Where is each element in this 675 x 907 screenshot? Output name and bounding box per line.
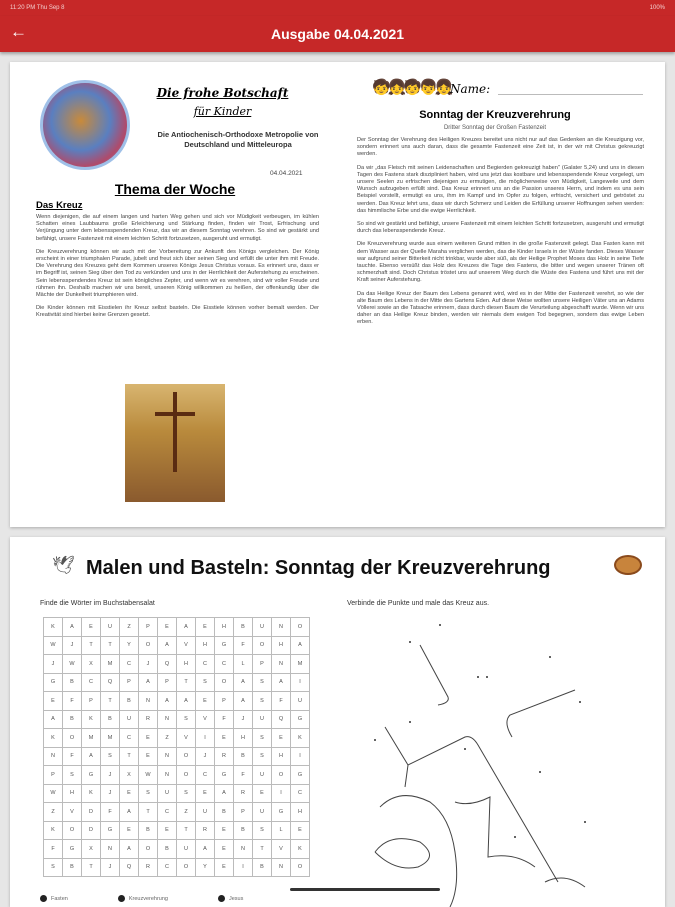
grid-cell: M bbox=[82, 729, 101, 748]
grid-cell: O bbox=[253, 636, 272, 655]
grid-cell: G bbox=[101, 821, 120, 840]
grid-cell: B bbox=[120, 692, 139, 711]
grid-cell: O bbox=[63, 729, 82, 748]
grid-cell: O bbox=[291, 618, 310, 637]
grid-cell: K bbox=[44, 729, 63, 748]
grid-cell: P bbox=[215, 692, 234, 711]
grid-cell: D bbox=[82, 803, 101, 822]
grid-cell: B bbox=[101, 710, 120, 729]
grid-cell: F bbox=[44, 840, 63, 859]
grid-cell: E bbox=[291, 821, 310, 840]
grid-cell: J bbox=[196, 747, 215, 766]
connect-dots-label: Verbinde die Punkte und male das Kreuz aus. bbox=[347, 600, 490, 607]
grid-cell: U bbox=[253, 618, 272, 637]
grid-cell: N bbox=[272, 858, 291, 877]
grid-row bbox=[44, 821, 310, 840]
grid-cell: N bbox=[44, 747, 63, 766]
grid-cell: D bbox=[82, 821, 101, 840]
grid-cell: U bbox=[158, 784, 177, 803]
grid-cell: V bbox=[63, 803, 82, 822]
article-title: Das Kreuz bbox=[36, 200, 83, 211]
cross-icon-painting bbox=[125, 384, 225, 502]
grid-cell: U bbox=[177, 840, 196, 859]
church-logo-image bbox=[40, 80, 130, 170]
grid-cell: U bbox=[253, 766, 272, 785]
grid-cell: E bbox=[196, 692, 215, 711]
grid-cell: B bbox=[234, 747, 253, 766]
grid-cell: B bbox=[215, 803, 234, 822]
grid-row bbox=[44, 673, 310, 692]
document-page-1 bbox=[10, 62, 665, 527]
grid-cell: C bbox=[196, 655, 215, 674]
word-text: Jesus bbox=[228, 895, 244, 902]
grid-cell: H bbox=[196, 636, 215, 655]
word-item bbox=[40, 895, 68, 902]
paragraph: Wenn diejenigen, die auf einem langen und harten Weg gehen und sich vor Müdigkeit verbeugen, im kühlen Schatten eines Laubbaums große Erleichterung und Stärkung finden, finden wir Trost, Erfrischung und Verjüngung unter dem lebensspendenden Kreuz, das wir an diesem Sonntag verehren. So sind wir gestärkt und befähigt, unsere Fastenzeit mit einem leichten Schritt fortzusetzen, ausgeruht und ermutigt. bbox=[36, 214, 319, 242]
grid-cell: T bbox=[139, 803, 158, 822]
grid-cell: Z bbox=[177, 803, 196, 822]
grid-cell: R bbox=[139, 858, 158, 877]
grid-cell: E bbox=[82, 618, 101, 637]
paragraph: Die Kinder können mit Eisstielen ihr Kreuz selbst basteln. Die Eisstiele können vorher bemalt werden. Der Kreativität sind hierbei keine Grenzen gesetzt. bbox=[36, 305, 319, 319]
status-battery: 100% bbox=[649, 5, 665, 11]
word-text: Fasten bbox=[51, 895, 68, 902]
grid-cell: F bbox=[272, 692, 291, 711]
grid-cell: I bbox=[196, 729, 215, 748]
grid-cell: W bbox=[139, 766, 158, 785]
status-time-text: 11:20 PM bbox=[10, 5, 36, 11]
back-arrow-icon[interactable]: ← bbox=[10, 22, 27, 41]
document-page-2 bbox=[10, 537, 665, 907]
grid-cell: A bbox=[44, 710, 63, 729]
grid-cell: L bbox=[234, 655, 253, 674]
grid-cell: E bbox=[215, 858, 234, 877]
grid-cell: E bbox=[196, 618, 215, 637]
grid-cell: S bbox=[253, 673, 272, 692]
grid-cell: A bbox=[215, 784, 234, 803]
grid-cell: B bbox=[234, 821, 253, 840]
grid-cell: I bbox=[291, 673, 310, 692]
grid-row bbox=[44, 710, 310, 729]
grid-cell: S bbox=[63, 766, 82, 785]
grid-cell: F bbox=[63, 692, 82, 711]
grid-row bbox=[44, 766, 310, 785]
grid-cell: Q bbox=[120, 858, 139, 877]
grid-cell: J bbox=[63, 636, 82, 655]
grid-cell: A bbox=[177, 618, 196, 637]
grid-cell: P bbox=[234, 803, 253, 822]
grid-cell: E bbox=[44, 692, 63, 711]
grid-cell: H bbox=[272, 747, 291, 766]
grid-cell: M bbox=[101, 729, 120, 748]
grid-cell: U bbox=[291, 692, 310, 711]
grid-cell: H bbox=[234, 729, 253, 748]
children-clipart-icon: 🧒👧🧒👦👧 bbox=[372, 79, 451, 96]
grid-cell: P bbox=[44, 766, 63, 785]
grid-cell: J bbox=[101, 766, 120, 785]
connect-dots-drawing bbox=[340, 617, 660, 907]
grid-cell: V bbox=[177, 636, 196, 655]
grid-cell: E bbox=[139, 729, 158, 748]
grid-cell: P bbox=[139, 618, 158, 637]
article-left bbox=[36, 214, 319, 326]
grid-cell: O bbox=[139, 840, 158, 859]
grid-cell: S bbox=[253, 821, 272, 840]
grid-cell: C bbox=[291, 784, 310, 803]
grid-row bbox=[44, 747, 310, 766]
right-subtitle: Dritter Sonntag der Großen Fastenzeit bbox=[443, 125, 547, 131]
grid-cell: O bbox=[63, 821, 82, 840]
grid-cell: F bbox=[63, 747, 82, 766]
grid-cell: E bbox=[196, 784, 215, 803]
grid-cell: C bbox=[215, 655, 234, 674]
paragraph: Da das Heilige Kreuz der Baum des Lebens genannt wird, wird es in der Mitte der Fastenzeit verehrt, so wie der alte Baum des Lebens in der Mitte des Gartens Eden. Auf diese Weise wollten unsere Heiligen Väter uns an Adams Völlerei sowie an die Tatsache erinnern, dass durch diesen Baum die Verurteilung abgeschafft wurde. Wenn wir uns daher an das Heilige Kreuz binden, werden wir niemals dem ewigen Tod begegnen, sondern das ewige Leben erben. bbox=[357, 290, 644, 326]
grid-cell: N bbox=[101, 840, 120, 859]
activity-title: Malen und Basteln: Sonntag der Kreuzverehrung bbox=[86, 557, 551, 579]
grid-cell: S bbox=[196, 673, 215, 692]
grid-cell: K bbox=[44, 821, 63, 840]
name-label: Name: bbox=[450, 82, 491, 96]
grid-cell: L bbox=[272, 821, 291, 840]
grid-cell: J bbox=[234, 710, 253, 729]
word-item bbox=[218, 895, 243, 902]
issue-date: 04.04.2021 bbox=[270, 170, 303, 177]
home-indicator[interactable] bbox=[290, 888, 440, 891]
organization-name: Die Antiochenisch-Orthodoxe Metropolie von Deutschland und Mitteleuropa bbox=[157, 130, 319, 149]
status-time bbox=[10, 5, 65, 11]
grid-cell: Z bbox=[158, 729, 177, 748]
grid-cell: H bbox=[272, 636, 291, 655]
grid-cell: E bbox=[253, 784, 272, 803]
grid-cell: G bbox=[272, 803, 291, 822]
grid-row bbox=[44, 692, 310, 711]
grid-cell: A bbox=[120, 840, 139, 859]
word-item bbox=[118, 895, 168, 902]
grid-cell: Q bbox=[101, 673, 120, 692]
grid-cell: F bbox=[101, 803, 120, 822]
grid-cell: W bbox=[44, 636, 63, 655]
grid-cell: T bbox=[82, 636, 101, 655]
grid-cell: O bbox=[291, 858, 310, 877]
grid-cell: U bbox=[253, 803, 272, 822]
grid-cell: J bbox=[139, 655, 158, 674]
grid-cell: N bbox=[158, 766, 177, 785]
grid-cell: A bbox=[63, 618, 82, 637]
grid-row bbox=[44, 618, 310, 637]
grid-cell: F bbox=[234, 636, 253, 655]
grid-cell: S bbox=[177, 784, 196, 803]
grid-cell: G bbox=[44, 673, 63, 692]
grid-cell: A bbox=[291, 636, 310, 655]
wordsearch-label: Finde die Wörter im Buchstabensalat bbox=[40, 600, 155, 607]
grid-cell: A bbox=[234, 692, 253, 711]
grid-cell: E bbox=[215, 821, 234, 840]
grid-cell: P bbox=[82, 692, 101, 711]
article-right bbox=[357, 137, 644, 333]
grid-cell: G bbox=[215, 636, 234, 655]
grid-cell: E bbox=[139, 747, 158, 766]
grid-cell: A bbox=[82, 747, 101, 766]
grid-cell: C bbox=[158, 803, 177, 822]
newsletter-subtitle: für Kinder bbox=[193, 105, 252, 118]
grid-cell: S bbox=[44, 858, 63, 877]
paragraph: Die Kreuzverehrung können wir auch mit der Vorbereitung zur Ankunft des Königs vergleichen. Der König erscheint in einer triumphalen Parade, jubelt und freut sich über seinen Sieg und erfüllt die unter ihm mit Freude. Die Verehrung des Kreuzes geht dem Kommen unseres Königs Jesus Christus voraus. Es erinnert uns, dass er im Begriff ist, seinen Sieg über den Tod zu verkünden und uns in der Herrlichkeit der Auferstehung zu erscheinen. Sein lebensspendendes Kreuz ist sein königliches Zepter, und wenn wir es verehren, sind wir voller Freude und rühmen ihn. Deshalb machen wir uns bereit, unseren König willkommen zu heißen, der offenkundig über die Mächte der Dunkelheit triumphieren wird. bbox=[36, 248, 319, 299]
grid-cell: P bbox=[120, 673, 139, 692]
grid-cell: S bbox=[253, 729, 272, 748]
grid-cell: T bbox=[82, 858, 101, 877]
grid-cell: R bbox=[215, 747, 234, 766]
paragraph: So sind wir gestärkt und befähigt, unsere Fastenzeit mit einem leichten Schritt fortzusetzen, ausgeruht und ermutigt durch das lebensspendende Kreuz. bbox=[357, 221, 644, 235]
grid-cell: P bbox=[158, 673, 177, 692]
grid-cell: I bbox=[234, 858, 253, 877]
right-title: Sonntag der Kreuzverehrung bbox=[419, 109, 571, 121]
grid-cell: E bbox=[120, 821, 139, 840]
grid-cell: A bbox=[158, 692, 177, 711]
grid-row bbox=[44, 784, 310, 803]
section-heading: Thema der Woche bbox=[114, 181, 236, 197]
grid-cell: Q bbox=[158, 655, 177, 674]
grid-cell: N bbox=[158, 710, 177, 729]
grid-cell: A bbox=[158, 636, 177, 655]
word-text: Kreuzverehrung bbox=[128, 895, 168, 902]
bird-clipart-icon: 🕊 bbox=[52, 555, 75, 575]
grid-cell: S bbox=[253, 747, 272, 766]
grid-cell: I bbox=[291, 747, 310, 766]
paragraph: Da wir „das Fleisch mit seinen Leidenschaften und Begierden gekreuzigt haben" (Galater 5,24) und uns in diesen Tagen des Fastens stark diszipliniert haben, wird uns jetzt das kostbare und lebensspendende Kreuz vorgelegt, um unsere Seelen zu erfrischen diejenigen zu ermutigen, die möglicherweise von Müdigkeit, Langeweile und dem Wunsch aufzugeben erfüllt sind. Das Kreuz erinnert uns an die Passion unseres Herrn, und indem es uns sein Beispiel vorstellt, ermutigt es uns, ihm im Kampf und im Opfer zu folgen, erfrischt, versichert und getröstet zu werden. Das Kreuz lehrt uns, dass wir durch Schmerz und Leiden die Erfüllung unserer Hoffnungen sehen werden: das himmlische Erbe und die ewige Herrlichkeit. bbox=[357, 164, 644, 214]
grid-cell: N bbox=[272, 618, 291, 637]
grid-cell: X bbox=[82, 840, 101, 859]
grid-cell: B bbox=[158, 840, 177, 859]
grid-cell: G bbox=[291, 710, 310, 729]
grid-cell: S bbox=[101, 747, 120, 766]
name-line bbox=[498, 94, 643, 95]
grid-cell: U bbox=[196, 803, 215, 822]
grid-cell: T bbox=[177, 821, 196, 840]
wordsearch-grid bbox=[43, 617, 310, 877]
grid-row bbox=[44, 655, 310, 674]
grid-cell: V bbox=[272, 840, 291, 859]
grid-cell: K bbox=[82, 710, 101, 729]
grid-cell: E bbox=[120, 784, 139, 803]
grid-cell: R bbox=[234, 784, 253, 803]
grid-cell: J bbox=[44, 655, 63, 674]
grid-cell: B bbox=[139, 821, 158, 840]
grid-cell: B bbox=[234, 618, 253, 637]
grid-row bbox=[44, 840, 310, 859]
app-bar bbox=[0, 16, 675, 52]
status-bar bbox=[0, 0, 675, 16]
grid-cell: K bbox=[291, 729, 310, 748]
grid-cell: T bbox=[101, 692, 120, 711]
grid-cell: P bbox=[253, 655, 272, 674]
grid-cell: Y bbox=[120, 636, 139, 655]
grid-cell: X bbox=[120, 766, 139, 785]
grid-cell: S bbox=[177, 710, 196, 729]
grid-cell: Y bbox=[196, 858, 215, 877]
grid-cell: J bbox=[101, 784, 120, 803]
grid-cell: U bbox=[253, 710, 272, 729]
grid-cell: N bbox=[272, 655, 291, 674]
grid-cell: U bbox=[120, 710, 139, 729]
grid-cell: K bbox=[82, 784, 101, 803]
grid-cell: C bbox=[158, 858, 177, 877]
grid-cell: A bbox=[120, 803, 139, 822]
newsletter-title: Die frohe Botschaft bbox=[156, 86, 289, 100]
grid-cell: O bbox=[177, 747, 196, 766]
paragraph: Der Sonntag der Verehrung des Heiligen Kreuzes bereitet uns nicht nur auf das Gedenken an die Kreuzigung vor, sondern erinnert uns auch daran, dass die gesamte Fastenzeit eine Zeit ist, in der wir mit Christus gekreuzigt werden. bbox=[357, 137, 644, 158]
grid-row bbox=[44, 858, 310, 877]
grid-cell: A bbox=[272, 673, 291, 692]
grid-cell: B bbox=[63, 858, 82, 877]
grid-cell: A bbox=[139, 673, 158, 692]
grid-cell: G bbox=[82, 766, 101, 785]
grid-cell: O bbox=[177, 858, 196, 877]
grid-cell: B bbox=[63, 673, 82, 692]
grid-cell: C bbox=[196, 766, 215, 785]
grid-cell: E bbox=[158, 618, 177, 637]
grid-cell: R bbox=[139, 710, 158, 729]
grid-cell: A bbox=[234, 673, 253, 692]
grid-cell: A bbox=[177, 692, 196, 711]
grid-cell: B bbox=[253, 858, 272, 877]
grid-cell: T bbox=[120, 747, 139, 766]
grid-cell: E bbox=[215, 729, 234, 748]
grid-cell: U bbox=[101, 618, 120, 637]
grid-cell: H bbox=[291, 803, 310, 822]
grid-cell: T bbox=[177, 673, 196, 692]
grid-cell: H bbox=[215, 618, 234, 637]
grid-cell: O bbox=[139, 636, 158, 655]
grid-row bbox=[44, 803, 310, 822]
grid-cell: O bbox=[272, 766, 291, 785]
grid-cell: E bbox=[158, 821, 177, 840]
grid-cell: T bbox=[253, 840, 272, 859]
grid-cell: F bbox=[215, 710, 234, 729]
grid-cell: B bbox=[63, 710, 82, 729]
grid-cell: S bbox=[253, 692, 272, 711]
grid-cell: C bbox=[120, 655, 139, 674]
grid-cell: I bbox=[272, 784, 291, 803]
grid-cell: Q bbox=[272, 710, 291, 729]
grid-cell: N bbox=[158, 747, 177, 766]
grid-cell: O bbox=[215, 673, 234, 692]
grid-cell: X bbox=[82, 655, 101, 674]
grid-cell: G bbox=[215, 766, 234, 785]
grid-cell: E bbox=[215, 840, 234, 859]
grid-row bbox=[44, 729, 310, 748]
grid-cell: K bbox=[44, 618, 63, 637]
grid-cell: C bbox=[82, 673, 101, 692]
grid-cell: N bbox=[234, 840, 253, 859]
page-title: Ausgabe 04.04.2021 bbox=[270, 26, 405, 42]
grid-cell: Z bbox=[44, 803, 63, 822]
grid-cell: M bbox=[101, 655, 120, 674]
grid-cell: C bbox=[120, 729, 139, 748]
grid-cell: S bbox=[139, 784, 158, 803]
grid-cell: A bbox=[196, 840, 215, 859]
grid-cell: Z bbox=[120, 618, 139, 637]
status-date-text: Thu Sep 8 bbox=[36, 5, 65, 11]
grid-cell: R bbox=[196, 821, 215, 840]
paragraph: Die Kreuzverehrung wurde aus einem weiteren Grund mitten in die große Fastenzeit gelegt. Das Fasten kann mit dem Wasser aus der Quelle Maraha verglichen werden, das die Kinder Israels in der Wüste fanden. Dieses Wasser war aufgrund seiner Bitterkeit nicht trinkbar, wurde aber süß, als der Heilige Prophet Moses das Holz in seine Tiefe tauchte. Ebenso versüßt das Holz des Kreuzes die Tage des Fastens, die bitter und wegen unserer Tränen oft schmerzhaft sind. Doch Christus tröstet uns auf unserem Weg durch die Wüste des Fastens und führt uns mit der Kraft seiner Auferstehung. bbox=[357, 241, 644, 284]
grid-cell: F bbox=[234, 766, 253, 785]
grid-cell: N bbox=[139, 692, 158, 711]
grid-cell: V bbox=[196, 710, 215, 729]
grid-cell: T bbox=[101, 636, 120, 655]
grid-cell: J bbox=[101, 858, 120, 877]
grid-cell: G bbox=[63, 840, 82, 859]
grid-cell: K bbox=[291, 840, 310, 859]
grid-cell: H bbox=[63, 784, 82, 803]
grid-cell: G bbox=[291, 766, 310, 785]
grid-row bbox=[44, 636, 310, 655]
grid-cell: M bbox=[291, 655, 310, 674]
grid-cell: W bbox=[63, 655, 82, 674]
grid-cell: E bbox=[272, 729, 291, 748]
word-list bbox=[40, 895, 243, 902]
grid-cell: W bbox=[44, 784, 63, 803]
grid-cell: V bbox=[177, 729, 196, 748]
palette-icon bbox=[614, 555, 642, 575]
grid-cell: H bbox=[177, 655, 196, 674]
grid-cell: O bbox=[177, 766, 196, 785]
